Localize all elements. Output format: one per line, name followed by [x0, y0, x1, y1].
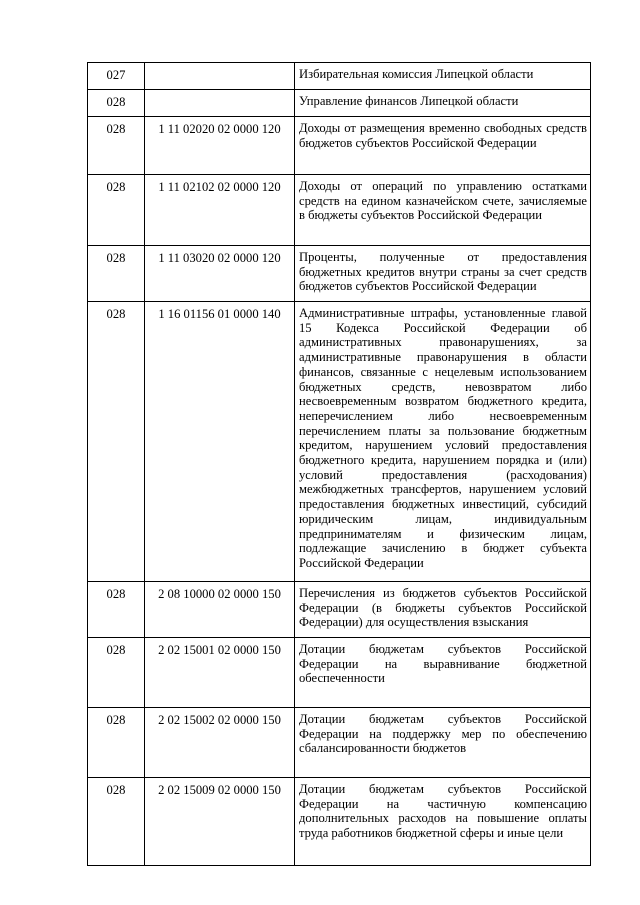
budget-code-cell: 1 11 03020 02 0000 120 — [145, 246, 295, 302]
revenue-codes-table — [87, 62, 591, 866]
table-row — [88, 63, 591, 90]
admin-code-cell: 028 — [88, 638, 145, 708]
table-row — [88, 778, 591, 866]
table-row — [88, 708, 591, 778]
table-row — [88, 117, 591, 175]
admin-code-cell: 028 — [88, 708, 145, 778]
budget-code-cell: 2 08 10000 02 0000 150 — [145, 582, 295, 638]
revenue-name-cell: Дотации бюджетам субъектов Российской Федерации на поддержку мер по обеспечению сбалансированности бюджетов — [295, 708, 591, 778]
budget-code-cell: 1 11 02020 02 0000 120 — [145, 117, 295, 175]
budget-code-cell — [145, 63, 295, 90]
budget-code-cell: 1 16 01156 01 0000 140 — [145, 302, 295, 582]
table-row — [88, 582, 591, 638]
admin-code-cell: 028 — [88, 582, 145, 638]
admin-code-cell: 028 — [88, 175, 145, 246]
admin-code-cell: 027 — [88, 63, 145, 90]
table-row — [88, 90, 591, 117]
table-row — [88, 302, 591, 582]
table-row — [88, 638, 591, 708]
budget-code-cell: 1 11 02102 02 0000 120 — [145, 175, 295, 246]
revenue-name-cell: Административные штрафы, установленные главой 15 Кодекса Российской Федерации об административных правонарушениях, за административные правонарушения в области финансов, связанные с нецелевым использованием бюджетных средств, невозвратом либо несвоевременным возвратом бюджетного кредита, неперечислением либо несвоевременным перечислением платы за пользование бюджетным кредитом, нарушением условий предоставления бюджетного кредита, нарушением порядка и (или) условий предоставления (расходования) межбюджетных трансфертов, нарушением условий предоставления бюджетных инвестиций, субсидий юридическим лицам, индивидуальным предпринимателям и физическим лицам, подлежащие зачислению в бюджет субъекта Российской Федерации — [295, 302, 591, 582]
admin-code-cell: 028 — [88, 302, 145, 582]
admin-code-cell: 028 — [88, 778, 145, 866]
revenue-name-cell: Управление финансов Липецкой области — [295, 90, 591, 117]
table-row — [88, 246, 591, 302]
admin-code-cell: 028 — [88, 246, 145, 302]
revenue-name-cell: Дотации бюджетам субъектов Российской Федерации на частичную компенсацию дополнительных расходов на повышение оплаты труда работников бюджетной сферы и иные цели — [295, 778, 591, 866]
budget-code-cell: 2 02 15002 02 0000 150 — [145, 708, 295, 778]
revenue-name-cell: Перечисления из бюджетов субъектов Российской Федерации (в бюджеты субъектов Российской Федерации) для осуществления взыскания — [295, 582, 591, 638]
revenue-name-cell: Дотации бюджетам субъектов Российской Федерации на выравнивание бюджетной обеспеченности — [295, 638, 591, 708]
revenue-name-cell: Доходы от операций по управлению остатками средств на едином казначейском счете, зачисляемые в бюджеты субъектов Российской Федерации — [295, 175, 591, 246]
revenue-name-cell: Проценты, полученные от предоставления бюджетных кредитов внутри страны за счет средств бюджетов субъектов Российской Федерации — [295, 246, 591, 302]
admin-code-cell: 028 — [88, 90, 145, 117]
revenue-name-cell: Доходы от размещения временно свободных средств бюджетов субъектов Российской Федерации — [295, 117, 591, 175]
budget-code-cell: 2 02 15009 02 0000 150 — [145, 778, 295, 866]
budget-code-cell: 2 02 15001 02 0000 150 — [145, 638, 295, 708]
admin-code-cell: 028 — [88, 117, 145, 175]
table-row — [88, 175, 591, 246]
budget-code-cell — [145, 90, 295, 117]
revenue-name-cell: Избирательная комиссия Липецкой области — [295, 63, 591, 90]
